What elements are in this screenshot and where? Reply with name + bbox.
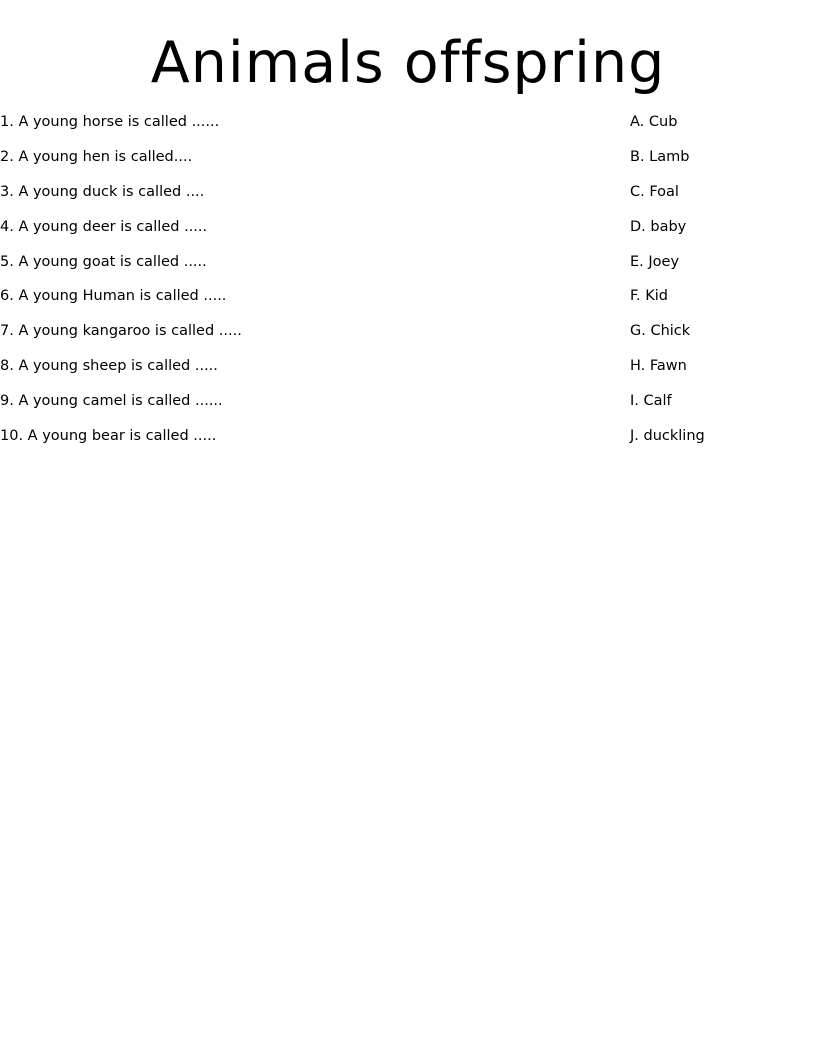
question-list (0, 110, 500, 459)
question-item: 3. A young duck is called .... (0, 183, 205, 200)
question-item: 1. A young horse is called ...... (0, 114, 220, 130)
answer-item: B. Lamb (630, 148, 690, 165)
answer-item: F. Kid (630, 288, 668, 305)
question-item: 6. A young Human is called ..... (0, 288, 227, 305)
answer-item: E. Joey (630, 253, 680, 270)
answer-item: C. Foal (630, 183, 679, 200)
question-item: 7. A young kangaroo is called ..... (0, 323, 242, 340)
page-title: Animals offspring (150, 30, 666, 96)
question-item: 4. A young deer is called ..... (0, 218, 208, 235)
answer-item: D. baby (630, 218, 687, 235)
answer-item: A. Cub (630, 114, 678, 130)
question-item: 2. A young hen is called.... (0, 148, 193, 165)
question-item: 5. A young goat is called ..... (0, 253, 207, 270)
answer-item: G. Chick (630, 323, 691, 340)
answer-item: H. Fawn (630, 358, 687, 375)
question-item: 9. A young camel is called ...... (0, 393, 223, 410)
question-item: 10. A young bear is called ..... (0, 428, 217, 445)
answer-item: J. duckling (630, 428, 705, 445)
question-item: 8. A young sheep is called ..... (0, 358, 218, 375)
answer-item: I. Calf (630, 393, 672, 410)
answer-list (630, 110, 810, 459)
